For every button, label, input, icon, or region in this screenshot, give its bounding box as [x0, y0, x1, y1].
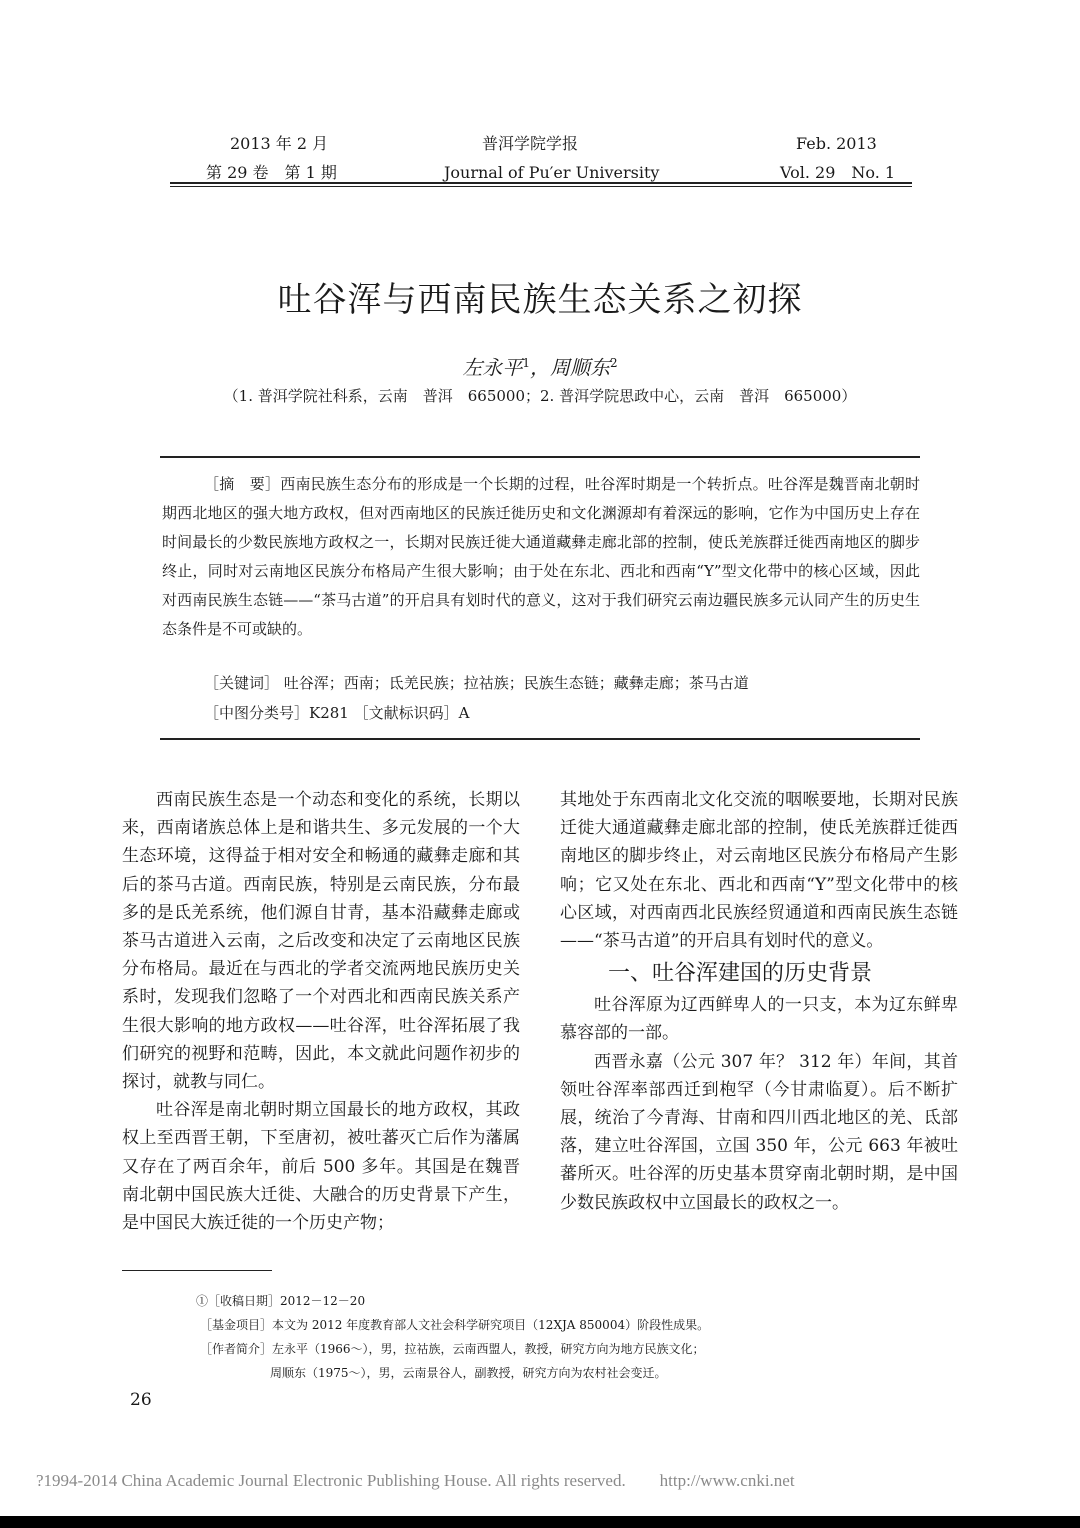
- footnote-received: ①［收稿日期］2012－12－20: [196, 1294, 366, 1308]
- body-paragraph-3: 吐谷浑原为辽西鲜卑人的一只支，本为辽东鲜卑慕容部的一部。: [560, 995, 958, 1044]
- author-1: 左永平: [462, 355, 523, 380]
- section-heading-1: 一、吐谷浑建国的历史背景: [608, 961, 873, 987]
- body-column-right: [560, 786, 958, 1217]
- keywords-label: ［关键词］: [204, 674, 280, 692]
- body-paragraph-2-continued: 其地处于东西南北文化交流的咽喉要地，长期对民族迁徙大通道藏彝走廊北部的控制，使氐羌族群迁徙西南地区的脚步终止，对云南地区民族分布格局产生影响；它又处在东北、西北和西南“Y”型文化带中的核心区域，对西南西北民族经贸通道和西南民族生态链——“茶马古道”的开启具有划时代的意义。: [560, 790, 958, 952]
- article-title: 吐谷浑与西南民族生态关系之初探: [277, 280, 803, 320]
- header-date-en: Feb. 2013: [796, 134, 877, 153]
- abstract-bottom-rule: [160, 738, 920, 740]
- classification: [204, 700, 920, 726]
- abstract-text: 西南民族生态分布的形成是一个长期的过程，吐谷浑时期是一个转折点。吐谷浑是魏晋南北朝时期西北地区的强大地方政权，但对西南地区的民族迁徙历史和文化渊源却有着深远的影响，它作为中国历史上存在时间最长的少数民族地方政权之一，长期对民族迁徙大通道藏彝走廊北部的控制，使氐羌族群迁徙西南地区的脚步终止，同时对云南地区民族分布格局产生很大影响；由于处在东北、西北和西南“Y”型文化带中的核心区域，因此对西南民族生态链——“茶马古道”的开启具有划时代的意义，这对于我们研究云南边疆民族多元认同产生的历史生态条件是不可或缺的。: [162, 475, 920, 638]
- header-rule-thin: [170, 186, 912, 187]
- clc-label: ［中图分类号］: [204, 704, 310, 722]
- footnote-fund: ［基金项目］本文为 2012 年度教育部人文社会科学研究项目（12XJA 850004）阶段性成果。: [200, 1318, 710, 1332]
- author-2-affil-mark: 2: [610, 356, 618, 370]
- abstract-top-rule: [160, 456, 920, 458]
- keywords-text: 吐谷浑；西南；氐羌民族；拉祜族；民族生态链；藏彝走廊；茶马古道: [283, 674, 749, 692]
- author-separator: ，: [530, 355, 550, 380]
- author-2: 周顺东: [550, 355, 610, 380]
- header-volume-en: Vol. 29 No. 1: [780, 163, 896, 182]
- page-number: 26: [130, 1390, 152, 1410]
- clc-value: K281: [309, 704, 349, 722]
- author-affiliations: （1. 普洱学院社科系，云南 普洱 665000；2. 普洱学院思政中心，云南 普洱 665000）: [223, 387, 857, 405]
- doc-code-label: ［文献标识码］: [353, 704, 459, 722]
- article-authors: [0, 350, 1080, 381]
- footnote-rule: [122, 1270, 272, 1271]
- body-column-left: [122, 786, 520, 1237]
- header-volume-cn: 第 29 卷 第 1 期: [206, 163, 337, 182]
- keywords: [204, 670, 920, 696]
- body-paragraph-1: 西南民族生态是一个动态和变化的系统，长期以来，西南诸族总体上是和谐共生、多元发展的一个大生态环境，这得益于相对安全和畅通的藏彝走廊和其后的茶马古道。西南民族，特别是云南民族，分布最多的是氐羌系统，他们源自甘青，基本沿藏彝走廊或茶马古道进入云南，之后改变和决定了云南地区民族分布格局。最近在与西北的学者交流两地民族历史关系时，发现我们忽略了一个对西北和西南民族关系产生很大影响的地方政权——吐谷浑，吐谷浑拓展了我们研究的视野和范畴，因此，本文就此问题作初步的探讨，就教与同仁。: [122, 790, 520, 1093]
- abstract: [162, 470, 920, 644]
- header-journal-cn: 普洱学院学报: [482, 134, 579, 153]
- header-rule: [170, 182, 912, 184]
- header-journal-en: Journal of Pu′er University: [444, 163, 660, 182]
- doc-code-value: A: [458, 704, 470, 722]
- copyright-notice: ?1994-2014 China Academic Journal Electronic Publishing House. All rights reserved. http://www.cnki.net: [36, 1471, 795, 1490]
- author-1-affil-mark: 1: [522, 356, 530, 370]
- footnote-author-info: ［作者简介］左永平（1966～），男，拉祜族，云南西盟人，教授，研究方向为地方民族文化；: [200, 1342, 705, 1356]
- body-paragraph-2: 吐谷浑是南北朝时期立国最长的地方政权，其政权上至西晋王朝，下至唐初，被吐蕃灭亡后作为藩属又存在了两百余年，前后 500 多年。其国是在魏晋南北朝中国民族大迁徙、大融合的历史背景下产生，是中国民大族迁徙的一个历史产物；: [122, 1100, 520, 1234]
- abstract-label: ［摘 要］: [204, 475, 281, 493]
- footnote-author-info-2: 周顺东（1975～），男，云南景谷人，副教授，研究方向为农村社会变迁。: [270, 1366, 667, 1380]
- body-paragraph-4: 西晋永嘉（公元 307 年？ 312 年）年间，其首领吐谷浑率部西迁到枹罕（今甘肃临夏）。后不断扩展，统治了今青海、甘南和四川西北地区的羌、氐部落，建立吐谷浑国，立国 350 年，公元 663 年被吐蕃所灭。吐谷浑的历史基本贯穿南北朝时期，是中国少数民族政权中立国最长的政权之一。: [560, 1051, 958, 1213]
- bottom-bar: [0, 1516, 1080, 1528]
- header-date-cn: 2013 年 2 月: [230, 134, 329, 153]
